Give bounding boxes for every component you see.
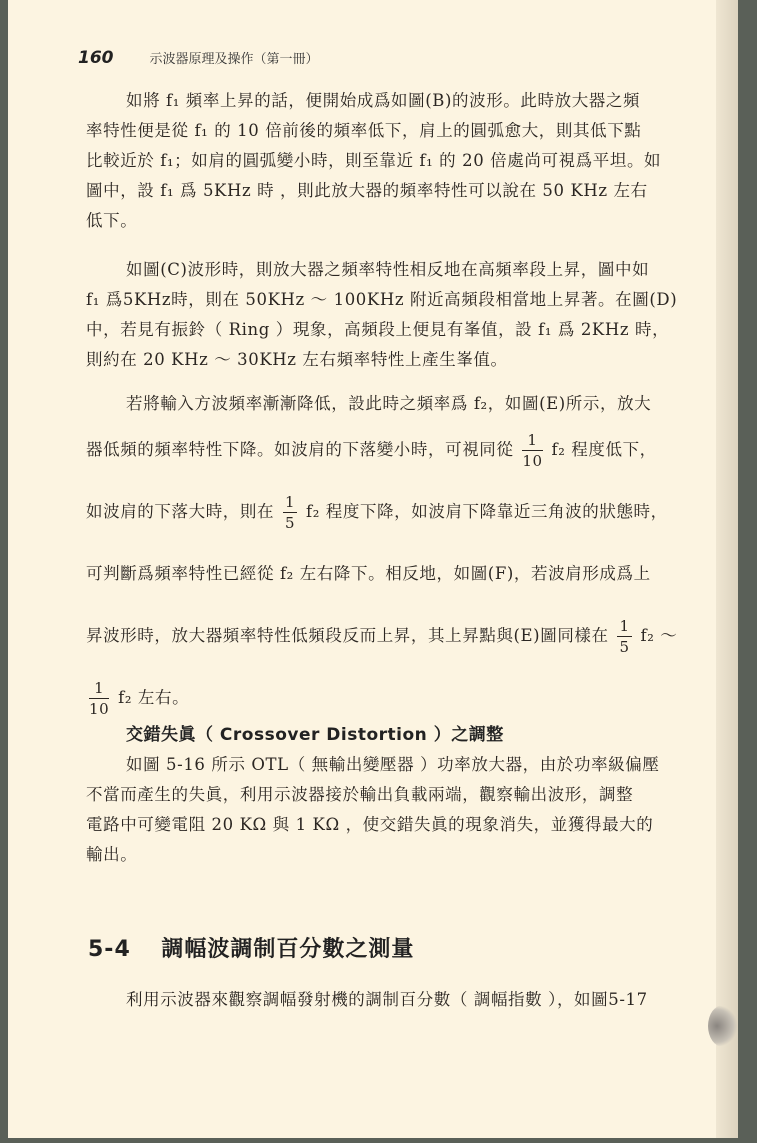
page-number: 160 <box>78 48 114 68</box>
page-header <box>78 48 319 74</box>
running-title: 示波器原理及操作（第一冊） <box>149 52 319 67</box>
text-line <box>86 481 698 543</box>
paragraph-4 <box>86 750 698 870</box>
text-run: 器低頻的頻率特性下降。如波肩的下落變小時，可視同從 <box>86 440 514 459</box>
fraction-numerator: 1 <box>284 493 296 511</box>
text-run: 如波肩的下落大時，則在 <box>86 502 275 521</box>
paragraph-2 <box>86 255 698 375</box>
text-line: 中，若見有振鈴（ Ring ）現象，高頻段上便見有峯值，設 f₁ 爲 2KHz 時， <box>86 320 670 339</box>
text-run: f₂ ～ <box>640 626 678 645</box>
section-number: 5-4 <box>88 937 131 962</box>
fraction-denominator: 5 <box>284 514 296 532</box>
fraction-numerator: 1 <box>522 430 542 451</box>
text-run: 昇波形時，放大器頻率特性低頻段反而上昇，其上昇點與(E)圖同樣在 <box>86 626 609 645</box>
fraction-numerator: 1 <box>89 678 109 699</box>
text-line: 輸出。 <box>86 845 138 864</box>
paragraph-3 <box>86 389 698 729</box>
book-page <box>8 0 738 1138</box>
text-line <box>86 605 698 667</box>
text-line <box>86 419 698 481</box>
text-run: f₂ 程度下降，如波肩下降靠近三角波的狀態時， <box>305 502 668 521</box>
fraction-denominator: 5 <box>619 638 630 656</box>
text-line: 如將 f₁ 頻率上昇的話，便開始成爲如圖(B)的波形。此時放大器之頻 <box>126 91 641 110</box>
paragraph-5 <box>86 985 698 1015</box>
page-edge <box>716 0 738 1138</box>
section-title <box>88 932 414 963</box>
text-line: 率特性便是從 f₁ 的 10 倍前後的頻率低下，肩上的圓弧愈大，則其低下點 <box>86 121 642 140</box>
text-line: 則約在 20 KHz ～ 30KHz 左右頻率特性上產生峯值。 <box>86 350 508 369</box>
text-line: f₁ 爲5KHz時，則在 50KHz ～ 100KHz 附近高頻段相當地上昇著。在圖(D) <box>86 290 678 309</box>
text-line: 如圖 5-16 所示 OTL（ 無輸出變壓器 ）功率放大器，由於功率級偏壓 <box>126 755 660 774</box>
fraction-one-tenth <box>89 678 109 719</box>
text-line: 電路中可變電阻 20 KΩ 與 1 KΩ ，使交錯失眞的現象消失，並獲得最大的 <box>86 815 654 834</box>
text-run: f₂ 左右。 <box>118 688 190 707</box>
fraction-one-fifth <box>283 492 297 533</box>
fraction-denominator: 10 <box>89 700 110 718</box>
paragraph-1 <box>86 86 698 236</box>
text-line: 利用示波器來觀察調幅發射機的調制百分數（ 調幅指數 ），如圖5-17 <box>126 990 648 1009</box>
fraction-denominator: 10 <box>522 452 543 470</box>
text-line: 如圖(C)波形時，則放大器之頻率特性相反地在高頻率段上昇，圖中如 <box>126 260 650 279</box>
text-line: 可判斷爲頻率特性已經從 f₂ 左右降下。相反地，如圖(F)，若波肩形成爲上 <box>86 564 651 583</box>
text-line: 圖中，設 f₁ 爲 5KHz 時 ，則此放大器的頻率特性可以說在 50 KHz 左右 <box>86 181 648 200</box>
text-line: 比較近於 f₁；如肩的圓弧變小時，則至靠近 f₁ 的 20 倍處尚可視爲平坦。如 <box>86 151 662 170</box>
section-heading: 調幅波調制百分數之測量 <box>161 937 415 962</box>
text-run: f₂ 程度低下， <box>551 440 657 459</box>
fraction-one-fifth <box>617 616 631 657</box>
page-tab-mark <box>708 1005 738 1047</box>
text-line: 若將輸入方波頻率漸漸降低，設此時之頻率爲 f₂，如圖(E)所示，放大 <box>126 394 652 413</box>
text-line: 低下。 <box>86 211 138 230</box>
fraction-one-tenth <box>522 430 542 471</box>
subheading: 交錯失眞（ Crossover Distortion ）之調整 <box>126 725 504 745</box>
fraction-numerator: 1 <box>619 617 630 635</box>
text-line: 不當而產生的失眞，利用示波器接於輸出負載兩端，觀察輸出波形，調整 <box>86 785 634 804</box>
